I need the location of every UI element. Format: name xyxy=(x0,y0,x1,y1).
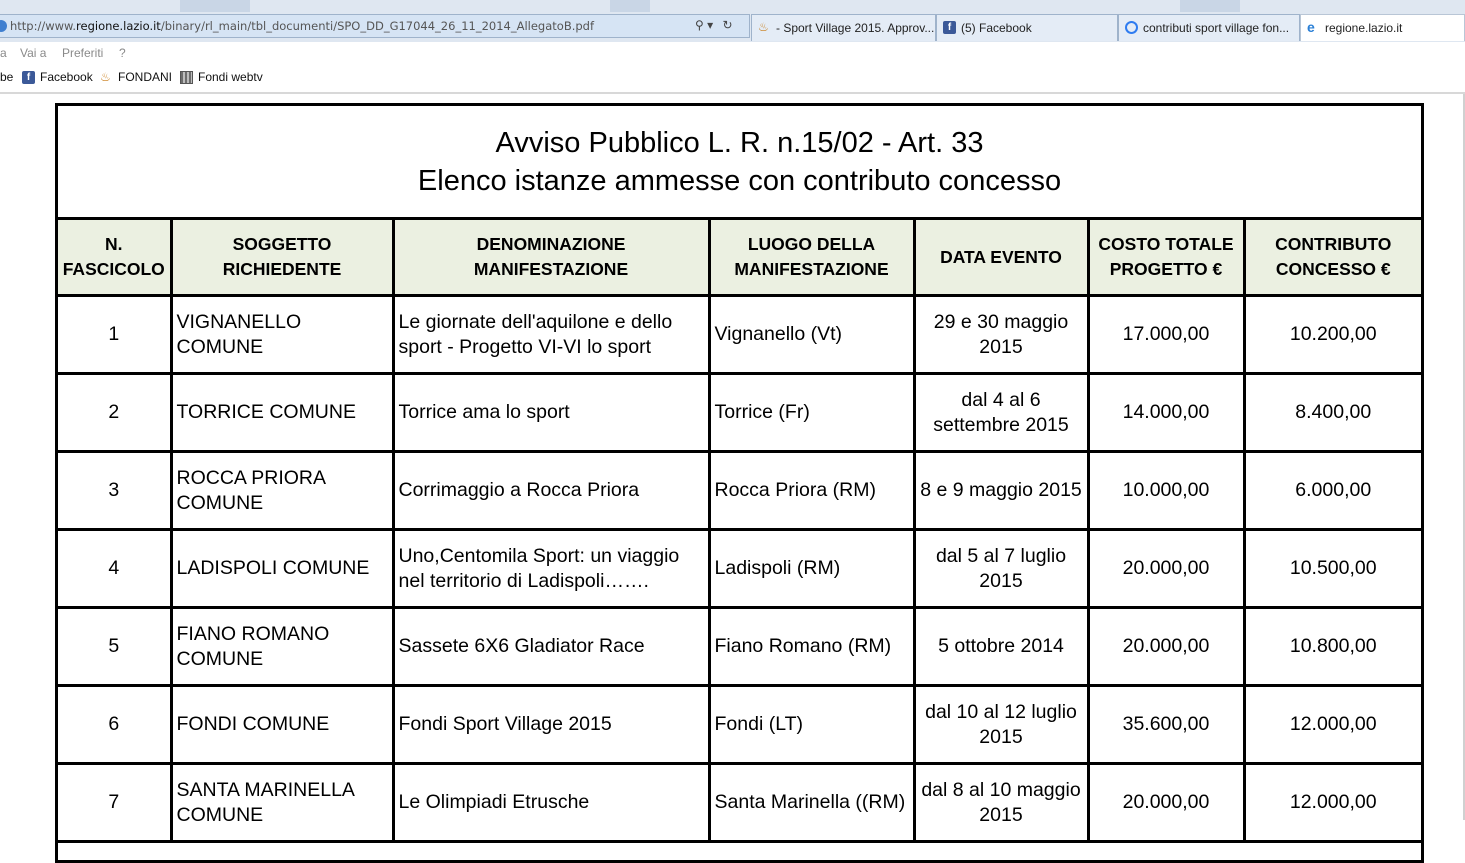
menu-item[interactable]: a xyxy=(0,46,7,60)
cell-text-line: COMUNE xyxy=(176,803,264,826)
cell-costo-totale: 20.000,00 xyxy=(1088,608,1244,686)
tab-google-search[interactable] xyxy=(1118,14,1300,41)
cell-text-line: LUOGO DELLA xyxy=(747,234,876,254)
chrome-divider xyxy=(0,92,1465,94)
refresh-button[interactable]: ↻ xyxy=(722,18,733,32)
cell-text-line: 8 e 9 maggio 2015 xyxy=(920,479,1082,501)
cell-text-line: 2015 xyxy=(979,803,1023,826)
favorite-label: Fondi webtv xyxy=(198,70,263,84)
cell-text-line: DENOMINAZIONE MANIFESTAZIONE xyxy=(473,234,629,279)
cell-luogo: Rocca Priora (RM) xyxy=(709,452,914,530)
cell-text-line: CONCESSO € xyxy=(1275,259,1391,279)
cell-data-evento xyxy=(914,452,1088,530)
cell-manifestazione xyxy=(393,530,709,608)
cell-text-line: Uno,Centomila Sport: un viaggio xyxy=(398,544,680,567)
cell-data-evento xyxy=(914,608,1088,686)
cell-text-line: CONTRIBUTO xyxy=(1275,234,1392,254)
cell-text-line: dal 8 al 10 maggio xyxy=(921,778,1081,801)
cell-text-line: dal 10 al 12 luglio xyxy=(925,700,1077,723)
cell-contributo: 12.000,00 xyxy=(1244,764,1421,842)
header-denominazione xyxy=(393,220,709,296)
tab-label: (5) Facebook xyxy=(961,21,1032,35)
header-data-evento xyxy=(914,220,1088,296)
cell-text-line: COMUNE xyxy=(176,491,264,514)
tab-facebook[interactable] xyxy=(936,14,1118,41)
cell-text-line: FASCICOLO xyxy=(62,259,165,279)
table-row xyxy=(58,530,1421,608)
menu-bar xyxy=(0,42,1465,66)
cell-text-line: TORRICE COMUNE xyxy=(176,401,356,423)
cell-text-line: ROCCA PRIORA xyxy=(176,466,327,489)
cell-text-line: nel territorio di Ladispoli……. xyxy=(398,569,649,592)
url-path: /binary/rl_main/tbl_documenti/SPO_DD_G17044_26_11_2014_AllegatoB.pdf xyxy=(160,19,595,33)
trophy-icon: ♨ xyxy=(100,69,111,84)
cell-n-fascicolo: 4 xyxy=(58,530,171,608)
cell-soggetto xyxy=(171,530,393,608)
cell-text-line: VIGNANELLO xyxy=(176,310,302,333)
cell-manifestazione xyxy=(393,374,709,452)
tab-strip xyxy=(751,14,1465,41)
cell-text-line: Sassete 6X6 Gladiator Race xyxy=(398,635,645,657)
results-table xyxy=(58,220,1421,843)
favorite-item[interactable] xyxy=(0,70,13,84)
header-luogo xyxy=(709,220,914,296)
table-body xyxy=(58,296,1421,842)
cell-costo-totale: 20.000,00 xyxy=(1088,530,1244,608)
table-row xyxy=(58,686,1421,764)
cell-manifestazione xyxy=(393,452,709,530)
facebook-icon: f xyxy=(22,71,35,84)
cell-text-line: PROGETTO € xyxy=(1109,259,1223,279)
cell-text-line: Fondi Sport Village 2015 xyxy=(398,713,612,735)
google-icon xyxy=(1125,21,1138,34)
cell-text-line: FONDI COMUNE xyxy=(176,713,330,735)
favorite-label: be xyxy=(0,70,14,84)
cell-data-evento xyxy=(914,296,1088,374)
cell-manifestazione xyxy=(393,296,709,374)
cell-luogo: Fondi (LT) xyxy=(709,686,914,764)
ie-icon: e xyxy=(1307,19,1315,35)
cell-n-fascicolo: 1 xyxy=(58,296,171,374)
cell-luogo: Torrice (Fr) xyxy=(709,374,914,452)
tab-sport-village[interactable] xyxy=(751,14,936,41)
ie-icon xyxy=(0,20,7,32)
cell-contributo: 6.000,00 xyxy=(1244,452,1421,530)
address-bar[interactable] xyxy=(0,14,750,38)
cell-contributo: 12.000,00 xyxy=(1244,686,1421,764)
cell-luogo: Vignanello (Vt) xyxy=(709,296,914,374)
cell-contributo: 10.200,00 xyxy=(1244,296,1421,374)
cell-text-line: settembre 2015 xyxy=(933,413,1069,436)
cell-costo-totale: 17.000,00 xyxy=(1088,296,1244,374)
table-row xyxy=(58,296,1421,374)
cell-text-line: Corrimaggio a Rocca Priora xyxy=(398,479,640,501)
table-row xyxy=(58,374,1421,452)
titlebar-decoration xyxy=(1180,0,1240,12)
table-row xyxy=(58,452,1421,530)
cell-n-fascicolo: 6 xyxy=(58,686,171,764)
cell-data-evento xyxy=(914,686,1088,764)
favorites-bar xyxy=(0,66,1465,90)
tab-regione-lazio[interactable] xyxy=(1300,14,1465,41)
document-title xyxy=(58,106,1421,220)
cell-text-line: Torrice ama lo sport xyxy=(398,401,570,423)
table-row xyxy=(58,764,1421,842)
cell-manifestazione xyxy=(393,764,709,842)
cell-soggetto xyxy=(171,374,393,452)
cell-data-evento xyxy=(914,374,1088,452)
favorite-fondani[interactable] xyxy=(100,70,172,84)
cell-soggetto xyxy=(171,296,393,374)
cell-data-evento xyxy=(914,530,1088,608)
cell-soggetto xyxy=(171,686,393,764)
favorite-label: Facebook xyxy=(40,70,93,84)
cell-luogo: Santa Marinella ((RM) xyxy=(709,764,914,842)
trophy-icon: ♨ xyxy=(758,20,769,34)
cell-text-line: 29 e 30 maggio xyxy=(933,310,1069,333)
header-n-fascicolo xyxy=(58,220,171,296)
header-soggetto xyxy=(171,220,393,296)
cell-text-line: N. xyxy=(105,234,123,254)
cell-text-line: dal 5 al 7 luglio xyxy=(935,544,1067,567)
menu-item-help[interactable]: ? xyxy=(119,46,126,60)
title-line-2: Elenco istanze ammesse con contributo concesso xyxy=(417,165,1062,197)
url-host: regione.lazio.it xyxy=(76,19,161,33)
cell-text-line: LADISPOLI COMUNE xyxy=(176,557,370,579)
cell-n-fascicolo: 2 xyxy=(58,374,171,452)
header-costo-totale xyxy=(1088,220,1244,296)
cell-text-line: Le Olimpiadi Etrusche xyxy=(398,791,590,813)
cell-costo-totale: 20.000,00 xyxy=(1088,764,1244,842)
pdf-document xyxy=(55,103,1424,863)
title-line-1: Avviso Pubblico L. R. n.15/02 - Art. 33 xyxy=(495,127,984,159)
favorite-label: FONDANI xyxy=(118,70,172,84)
webtv-icon xyxy=(180,71,193,84)
tab-label: contributi sport village fon... xyxy=(1143,21,1290,35)
table-header-row xyxy=(58,220,1421,296)
menu-item-preferiti[interactable]: Preferiti xyxy=(62,46,104,60)
tab-label: regione.lazio.it xyxy=(1325,21,1403,35)
cell-soggetto xyxy=(171,764,393,842)
cell-soggetto xyxy=(171,452,393,530)
cell-n-fascicolo: 3 xyxy=(58,452,171,530)
search-dropdown-button[interactable]: ⚲ ▾ xyxy=(695,18,714,32)
cell-text-line: SANTA MARINELLA xyxy=(176,778,355,801)
cell-text-line: DATA EVENTO xyxy=(940,246,1062,267)
url-prefix: http://www. xyxy=(10,19,77,33)
facebook-icon: f xyxy=(943,21,956,34)
cell-contributo: 10.800,00 xyxy=(1244,608,1421,686)
cell-costo-totale: 10.000,00 xyxy=(1088,452,1244,530)
cell-n-fascicolo: 5 xyxy=(58,608,171,686)
favorite-fondi-webtv[interactable] xyxy=(180,70,263,84)
cell-text-line: dal 4 al 6 xyxy=(961,388,1041,411)
cell-text-line: MANIFESTAZIONE xyxy=(734,259,889,279)
cell-costo-totale: 35.600,00 xyxy=(1088,686,1244,764)
cell-text-line: COMUNE xyxy=(176,647,264,670)
cell-text-line: SOGGETTO RICHIEDENTE xyxy=(222,234,342,279)
cell-text-line: 5 ottobre 2014 xyxy=(938,635,1064,657)
cell-text-line: COSTO TOTALE xyxy=(1098,234,1234,254)
cell-manifestazione xyxy=(393,608,709,686)
cell-text-line: 2015 xyxy=(979,725,1023,748)
titlebar-decoration xyxy=(180,0,250,12)
tab-label: - Sport Village 2015. Approv... xyxy=(776,21,935,35)
cell-text-line: Le giornate dell'aquilone e dello xyxy=(398,310,673,333)
cell-text-line: 2015 xyxy=(979,569,1023,592)
favorite-facebook[interactable] xyxy=(22,70,93,84)
table-row xyxy=(58,608,1421,686)
cell-manifestazione xyxy=(393,686,709,764)
cell-luogo: Ladispoli (RM) xyxy=(709,530,914,608)
cell-data-evento xyxy=(914,764,1088,842)
cell-luogo: Fiano Romano (RM) xyxy=(709,608,914,686)
address-url[interactable] xyxy=(10,19,594,33)
cell-contributo: 8.400,00 xyxy=(1244,374,1421,452)
header-contributo xyxy=(1244,220,1421,296)
cell-text-line: sport - Progetto VI-VI lo sport xyxy=(398,335,652,358)
cell-costo-totale: 14.000,00 xyxy=(1088,374,1244,452)
cell-text-line: 2015 xyxy=(979,335,1023,358)
cell-contributo: 10.500,00 xyxy=(1244,530,1421,608)
titlebar-decoration xyxy=(610,0,650,12)
cell-soggetto xyxy=(171,608,393,686)
browser-titlebar xyxy=(0,0,1465,43)
menu-item-vai-a[interactable]: Vai a xyxy=(20,46,47,60)
cell-text-line: COMUNE xyxy=(176,335,264,358)
cell-n-fascicolo: 7 xyxy=(58,764,171,842)
cell-text-line: FIANO ROMANO xyxy=(176,622,330,645)
